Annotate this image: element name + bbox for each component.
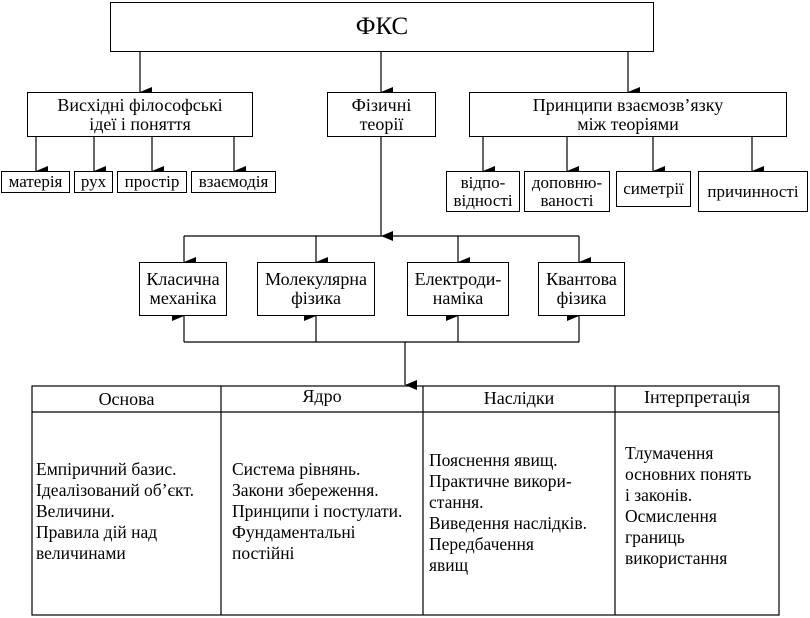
theory-label: Електроди- наміка [414, 269, 502, 308]
theory-label: Квантова фізика [546, 269, 617, 308]
principle-item-label: відпо- відності [453, 172, 513, 210]
table-header-osnova: Основа [98, 389, 155, 409]
principle-item-label: причинності [707, 181, 799, 201]
table-header-yadro: Ядро [302, 386, 342, 406]
idea-item-label: взаємодія [198, 172, 269, 192]
principle-item-vidpovidnosti [446, 171, 520, 212]
principle-item-dopovniuvanosti [524, 171, 610, 212]
idea-item-vzaiemodiia [191, 171, 276, 193]
theory-classical-mechanics [139, 262, 227, 316]
idea-item-label: простір [124, 172, 180, 192]
table-header-interpretatsiia: Інтерпретація [643, 387, 751, 407]
ideas-label: Висхідні філософські ідеї і поняття [57, 94, 223, 134]
principles-label: Принципи взаємозв’язку між теоріями [532, 94, 724, 134]
table-cell-interpretatsiia: Тлумачення основних понять і законів. Осмислення границь використання [625, 443, 752, 568]
fks-title: ФКС [355, 12, 409, 40]
idea-item-rukh [74, 171, 113, 193]
theories-label: Фізичні теорії [351, 94, 412, 134]
table-cell-naslidky: Пояснення явищ. Практичне викори- стання. Виведення наслідків. Передбачення явищ [429, 450, 587, 575]
principles-box [469, 92, 787, 137]
theory-label: Молекулярна фізика [265, 269, 367, 308]
theory-molecular-physics [257, 262, 375, 316]
idea-item-label: рух [80, 172, 107, 192]
theory-label: Класична механіка [146, 269, 220, 308]
principle-item-prychynnosti [698, 171, 808, 212]
idea-item-prostir [117, 171, 187, 193]
theory-quantum-physics [538, 262, 625, 316]
table-header-naslidky: Наслідки [483, 388, 555, 408]
theories-box [327, 92, 436, 137]
theory-electrodynamics [407, 262, 509, 316]
principle-item-symetrii [616, 171, 691, 207]
fks-title-box [110, 2, 654, 52]
ideas-box [27, 92, 253, 137]
principle-item-label: симетрії [623, 179, 684, 199]
idea-item-materia [1, 171, 70, 193]
table-cell-yadro: Система рівнянь. Закони збереження. Принципи і постулати. Фундаментальні постійні [232, 459, 403, 563]
principle-item-label: доповню- ваності [531, 172, 603, 210]
table-cell-osnova: Емпіричний базис. Ідеалізований об’єкт. Величини. Правила дій над величинами [36, 459, 195, 563]
idea-item-label: матерія [8, 172, 63, 192]
